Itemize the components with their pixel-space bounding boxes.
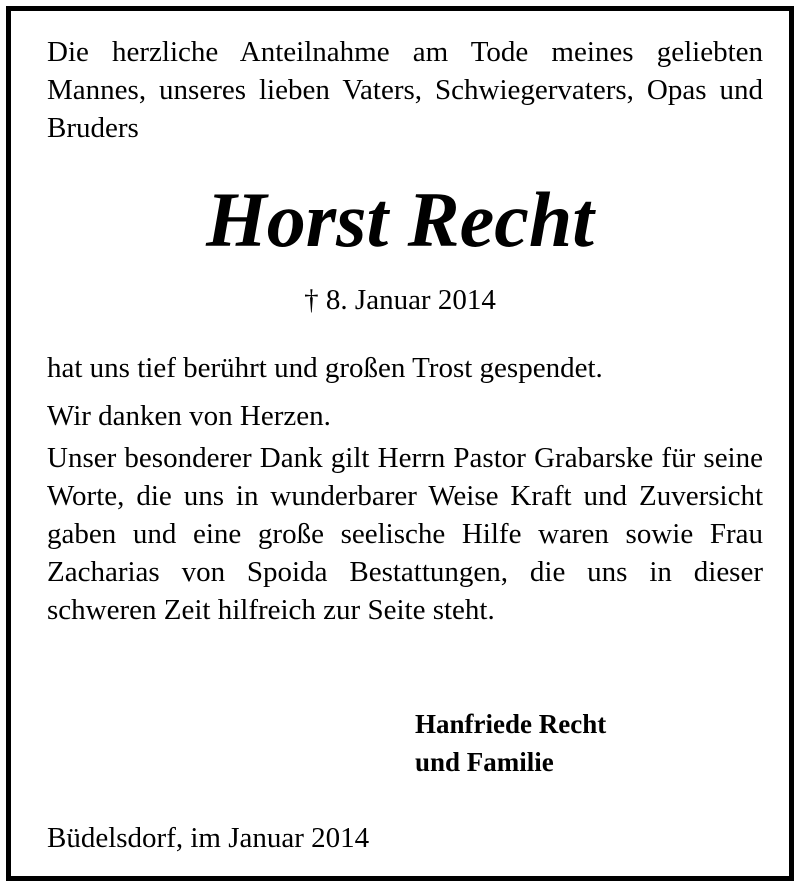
touched-text: hat uns tief berührt und großen Trost gespendet.	[47, 352, 603, 384]
signature-family: und Familie	[415, 747, 554, 777]
thanks-text: Wir danken von Herzen.	[47, 400, 331, 432]
death-date: † 8. Januar 2014	[304, 284, 496, 316]
signature	[415, 705, 606, 781]
deceased-name: Horst Recht	[206, 176, 594, 263]
place-date: Büdelsdorf, im Januar 2014	[47, 822, 370, 854]
obituary-notice	[6, 6, 794, 881]
intro-text: Die herzliche Anteilnahme am Tode meines geliebten Mannes, unseres lieben Vaters, Schwiegervaters, Opas und Bruders	[47, 36, 763, 144]
special-thanks-text: Unser besonderer Dank gilt Herrn Pastor Grabarske für seine Worte, die uns in wunderbarer Weise Kraft und Zuversicht gaben und eine große seelische Hilfe waren sowie Frau Zacharias von Spoida Bestattungen, die uns in dieser schweren Zeit hilfreich zur Seite steht.	[47, 442, 763, 626]
signature-name: Hanfriede Recht	[415, 709, 607, 739]
